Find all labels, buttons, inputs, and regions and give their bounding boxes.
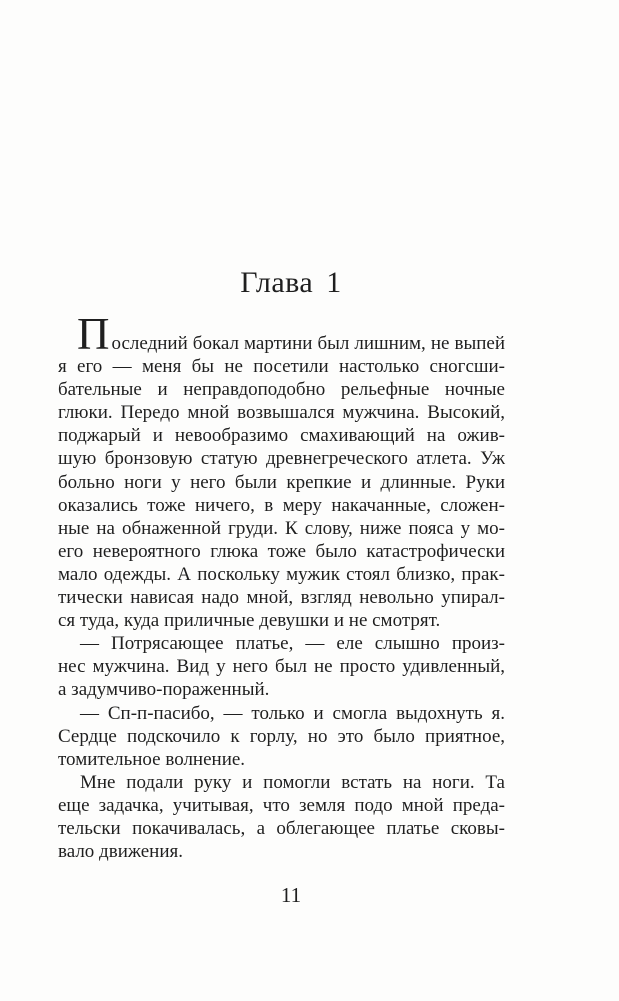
text-line: ся туда, куда приличные девушки и не смотрят.: [58, 610, 441, 632]
paragraph: [58, 702, 505, 771]
text-line: глюки. Передо мной возвышался мужчина. Высокий,: [58, 402, 505, 424]
text-line: оказались тоже ничего, в меру накачанные, сложен-: [58, 494, 505, 516]
text-line: тически нависая надо мной, взгляд невольно упирал-: [58, 587, 505, 609]
text-line: Сердце подскочило к горлу, но это было приятное,: [58, 725, 505, 747]
paragraph: [58, 771, 505, 863]
text-line: ные на обнаженной груди. К слову, ниже пояса у мо-: [58, 517, 505, 539]
text-line: Мне подали руку и помогли встать на ноги. Та: [80, 771, 505, 793]
text-line: тельски покачивалась, а облегающее платье сковы-: [58, 817, 505, 839]
text-line: — Сп-п-пасибо, — только и смогла выдохнуть я.: [80, 702, 505, 724]
text-line: его невероятного глюка тоже было катастрофически: [58, 540, 505, 562]
paragraph: [58, 309, 505, 632]
text-line: томительное волнение.: [58, 748, 246, 770]
drop-cap-letter: П: [77, 309, 110, 359]
text-block: [58, 309, 505, 863]
text-line: поджарый и невообразимо смахивающий на ожив-: [58, 425, 505, 447]
text-line: еще задачка, учитывая, что земля подо мной преда-: [58, 794, 505, 816]
text-line: вало движения.: [58, 841, 183, 863]
text-line: я его — меня бы не посетили настолько сногсши-: [58, 356, 505, 378]
text-line: шую бронзовую статую древнегреческого атлета. Уж: [58, 448, 505, 470]
text-line: Последний бокал мартини был лишним, не выпей: [77, 309, 505, 359]
text-line: а задумчиво-пораженный.: [58, 679, 270, 701]
content-column: [58, 0, 505, 1001]
text-line: нес мужчина. Вид у него был не просто удивленный,: [58, 656, 505, 678]
paragraph: [58, 632, 505, 701]
text-line: — Потрясающее платье, — еле слышно произ-: [80, 633, 505, 655]
page-number: 11: [280, 883, 302, 907]
chapter-title: Глава 1: [240, 266, 342, 299]
text-line: бательные и неправдоподобно рельефные ночные: [58, 379, 505, 401]
text-line: больно ноги у него были крепкие и длинные. Руки: [58, 471, 505, 493]
text-line: мало одежды. А поскольку мужик стоял близко, прак-: [58, 563, 505, 585]
